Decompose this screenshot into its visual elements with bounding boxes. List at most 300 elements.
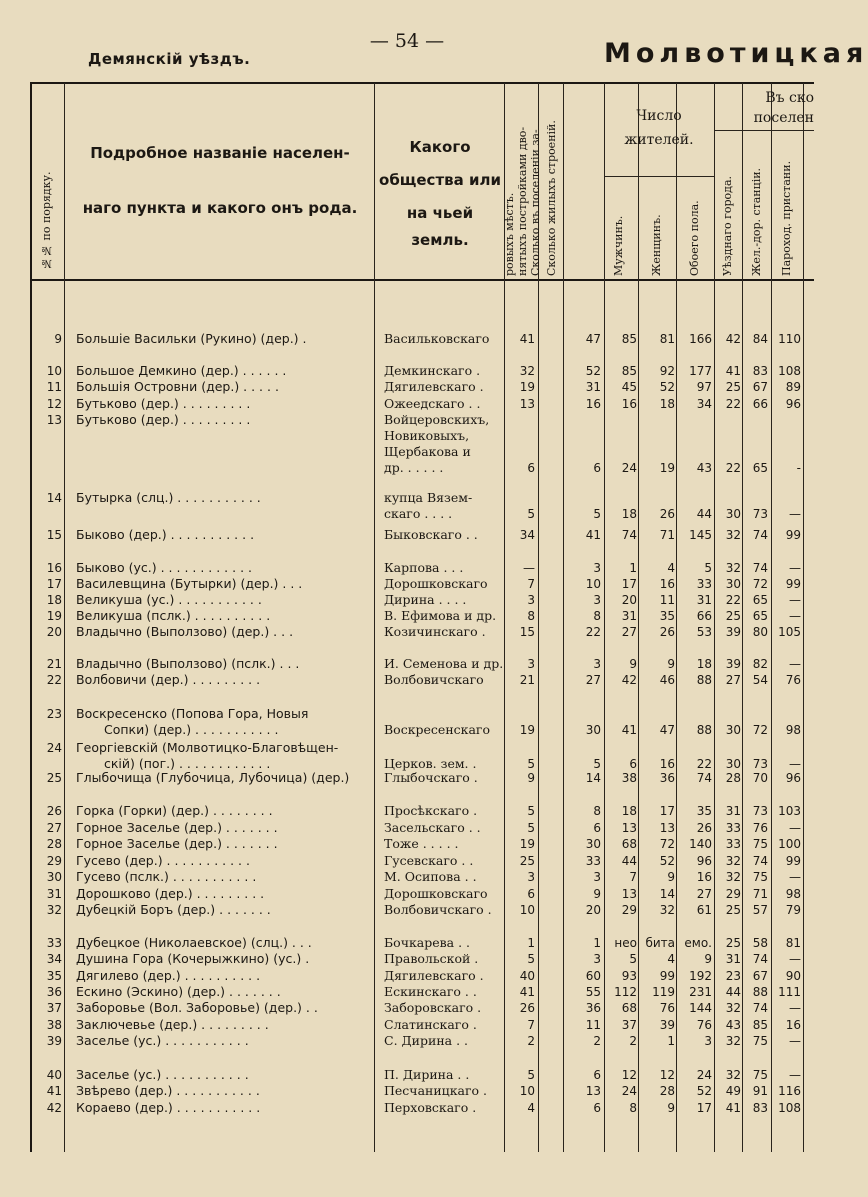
row-value: 41 xyxy=(519,332,535,346)
row-value: 45 xyxy=(621,380,637,394)
row-value: 2 xyxy=(593,1034,601,1048)
row-value: 3 xyxy=(527,657,535,671)
row-value: 25 xyxy=(725,380,741,394)
row-number: 19 xyxy=(46,609,62,623)
row-value: — xyxy=(789,1001,801,1015)
column-divider xyxy=(676,83,677,1152)
row-value: 99 xyxy=(785,528,801,542)
header-yards xyxy=(502,90,542,276)
row-value: 144 xyxy=(689,1001,712,1015)
row-value: 22 xyxy=(725,461,741,475)
society-name: скаго . . . . xyxy=(384,506,453,521)
row-value: 3 xyxy=(593,593,601,607)
row-value: 6 xyxy=(593,461,601,475)
row-value: 52 xyxy=(585,364,601,378)
row-value: 6 xyxy=(527,887,535,901)
row-value: 1 xyxy=(629,561,637,575)
header-rail: Жел.-дор. станціи. xyxy=(750,167,763,276)
row-number: 42 xyxy=(46,1101,62,1115)
society-name: Васильковскаго xyxy=(384,331,490,346)
row-value: 13 xyxy=(585,1084,601,1098)
row-value: 10 xyxy=(519,1084,535,1098)
header-yards-line: Сколько въ поселеніи за- xyxy=(528,129,542,276)
settlement-name: Владычно (Выползово) (дер.) . . . xyxy=(76,624,294,639)
row-value: 20 xyxy=(585,903,601,917)
header-town: Уѣзднаго города. xyxy=(721,175,734,276)
row-value: 30 xyxy=(585,723,601,737)
row-value: 41 xyxy=(725,364,741,378)
settlement-name: Бутьково (дер.) . . . . . . . . . xyxy=(76,396,251,411)
row-value: 33 xyxy=(585,854,601,868)
row-number: 29 xyxy=(46,854,62,868)
society-name: Тоже . . . . . xyxy=(384,836,459,851)
row-value: 79 xyxy=(785,903,801,917)
row-value: 12 xyxy=(621,1068,637,1082)
settlement-name: Глыбочища (Глубочица, Лубочица) (дер.) xyxy=(76,770,350,785)
row-number: 18 xyxy=(46,593,62,607)
row-number: 16 xyxy=(46,561,62,575)
row-value: 74 xyxy=(696,771,712,785)
settlement-name: Дорошково (дер.) . . . . . . . . . xyxy=(76,886,265,901)
row-value: 6 xyxy=(527,461,535,475)
row-value: 82 xyxy=(752,657,768,671)
row-number: 21 xyxy=(46,657,62,671)
header-inhabitants-line: Число xyxy=(636,108,682,124)
society-name: Глыбочскаго . xyxy=(384,770,478,785)
row-number: 13 xyxy=(46,413,62,427)
society-name: Дягилевскаго . xyxy=(384,968,484,983)
row-value: 116 xyxy=(778,1084,801,1098)
row-value: 17 xyxy=(659,804,675,818)
row-value: 25 xyxy=(725,936,741,950)
society-name: Быковскаго . . xyxy=(384,527,478,542)
society-name: Новиковыхъ, xyxy=(384,428,470,443)
row-value: 35 xyxy=(659,609,675,623)
row-value: 9 xyxy=(593,887,601,901)
row-value: 76 xyxy=(785,673,801,687)
society-name: Карпова . . . xyxy=(384,560,464,575)
row-value: — xyxy=(789,870,801,884)
row-value: 1 xyxy=(667,1034,675,1048)
row-value: 5 xyxy=(527,507,535,521)
row-number: 9 xyxy=(54,332,62,346)
settlement-name: Владычно (Выползово) (пслк.) . . . xyxy=(76,656,300,671)
row-value: 10 xyxy=(585,577,601,591)
row-value: 41 xyxy=(621,723,637,737)
row-value: 5 xyxy=(527,952,535,966)
row-value: 40 xyxy=(519,969,535,983)
row-value: 29 xyxy=(621,903,637,917)
row-value: 98 xyxy=(785,723,801,737)
row-number: 32 xyxy=(46,903,62,917)
row-value: 30 xyxy=(585,837,601,851)
settlement-name: Воскресенско (Попова Гора, Новыя xyxy=(76,706,309,721)
row-value: 27 xyxy=(725,673,741,687)
row-value: 103 xyxy=(778,804,801,818)
row-value: 38 xyxy=(621,771,637,785)
row-value: 68 xyxy=(621,1001,637,1015)
row-value: 19 xyxy=(519,380,535,394)
row-value: 6 xyxy=(629,757,637,771)
row-number: 26 xyxy=(46,804,62,818)
row-value: 73 xyxy=(752,507,768,521)
row-value: 24 xyxy=(621,461,637,475)
row-value: — xyxy=(523,561,535,575)
row-value: — xyxy=(789,757,801,771)
row-value: 43 xyxy=(696,461,712,475)
row-value: 8 xyxy=(527,609,535,623)
row-value: 36 xyxy=(585,1001,601,1015)
row-value: 177 xyxy=(689,364,712,378)
row-value: 75 xyxy=(752,1068,768,1082)
row-value: 19 xyxy=(519,723,535,737)
column-divider xyxy=(563,83,564,1152)
row-value: 13 xyxy=(659,821,675,835)
row-value: 5 xyxy=(629,952,637,966)
row-value: 36 xyxy=(659,771,675,785)
row-value: 88 xyxy=(696,723,712,737)
row-value: 66 xyxy=(696,609,712,623)
settlement-name: Великуша (ус.) . . . . . . . . . . . xyxy=(76,592,262,607)
row-value: 52 xyxy=(659,380,675,394)
row-value: 3 xyxy=(593,870,601,884)
row-number: 14 xyxy=(46,491,62,505)
row-value: 119 xyxy=(652,985,675,999)
row-number: 20 xyxy=(46,625,62,639)
row-number: 40 xyxy=(46,1068,62,1082)
row-value: 97 xyxy=(696,380,712,394)
row-value: 93 xyxy=(621,969,637,983)
row-value: 4 xyxy=(667,952,675,966)
volost-title: Молвотицкая xyxy=(604,38,868,69)
row-number: 41 xyxy=(46,1084,62,1098)
row-value: 5 xyxy=(593,757,601,771)
table-top-border xyxy=(30,82,814,84)
row-value: 7 xyxy=(629,870,637,884)
row-value: 92 xyxy=(659,364,675,378)
header-inhabitants-line: жителей. xyxy=(624,132,694,148)
row-value: 10 xyxy=(519,903,535,917)
header-name xyxy=(66,140,374,222)
row-value: 105 xyxy=(778,625,801,639)
row-value: 41 xyxy=(725,1101,741,1115)
row-value: 14 xyxy=(585,771,601,785)
society-name: Дирина . . . . xyxy=(384,592,467,607)
row-value: 55 xyxy=(585,985,601,999)
row-value: 16 xyxy=(585,397,601,411)
settlement-name: Душина Гора (Кочерыжкино) (ус.) . xyxy=(76,951,310,966)
row-number: 30 xyxy=(46,870,62,884)
society-name: Заборовскаго . xyxy=(384,1000,482,1015)
row-value: 85 xyxy=(621,332,637,346)
row-value: 1 xyxy=(593,936,601,950)
row-value: 18 xyxy=(696,657,712,671)
row-value: 99 xyxy=(659,969,675,983)
row-value: 32 xyxy=(725,1001,741,1015)
row-value: 3 xyxy=(704,1034,712,1048)
row-value: 72 xyxy=(659,837,675,851)
row-value: — xyxy=(789,593,801,607)
settlement-name: Горное Заселье (дер.) . . . . . . . xyxy=(76,836,278,851)
row-number: 34 xyxy=(46,952,62,966)
row-value: 108 xyxy=(778,364,801,378)
row-value: 74 xyxy=(752,561,768,575)
row-value: 22 xyxy=(696,757,712,771)
row-value: 3 xyxy=(527,870,535,884)
row-value: 65 xyxy=(752,461,768,475)
row-value: бита xyxy=(645,936,675,950)
row-value: 9 xyxy=(704,952,712,966)
society-name: Воскресенскаго xyxy=(384,722,490,737)
header-distance-line: Въ ско xyxy=(765,90,814,106)
row-value: 75 xyxy=(752,870,768,884)
row-value: 16 xyxy=(659,577,675,591)
society-name: Дягилевскаго . xyxy=(384,379,484,394)
row-value: 71 xyxy=(659,528,675,542)
row-value: 99 xyxy=(785,854,801,868)
row-value: 32 xyxy=(519,364,535,378)
row-value: 32 xyxy=(725,1034,741,1048)
row-value: 13 xyxy=(519,397,535,411)
row-value: 23 xyxy=(725,969,741,983)
row-value: 47 xyxy=(659,723,675,737)
row-number: 10 xyxy=(46,364,62,378)
uezd-title: Демянскій уѣздъ. xyxy=(88,50,251,68)
row-value: — xyxy=(789,507,801,521)
society-name: Перховскаго . xyxy=(384,1100,477,1115)
society-name: Ожеедскаго . . xyxy=(384,396,481,411)
header-society-line: на чьей земль. xyxy=(406,204,474,249)
row-value: 20 xyxy=(621,593,637,607)
settlement-name: Георгіевскій (Молвотицко-Благовѣщен- xyxy=(76,740,339,755)
row-value: 140 xyxy=(689,837,712,851)
settlement-name: Василевщина (Бутырки) (дер.) . . . xyxy=(76,576,303,591)
row-number: 39 xyxy=(46,1034,62,1048)
row-value: 17 xyxy=(696,1101,712,1115)
row-value: 83 xyxy=(752,1101,768,1115)
row-value: 25 xyxy=(725,903,741,917)
row-value: нео xyxy=(614,936,637,950)
row-value: 76 xyxy=(696,1018,712,1032)
row-value: — xyxy=(789,609,801,623)
row-value: 31 xyxy=(621,609,637,623)
row-value: 108 xyxy=(778,1101,801,1115)
row-value: 16 xyxy=(696,870,712,884)
society-name: Засельскаго . . xyxy=(384,820,481,835)
row-value: 24 xyxy=(621,1084,637,1098)
row-value: 30 xyxy=(725,757,741,771)
row-value: 61 xyxy=(696,903,712,917)
row-value: 6 xyxy=(593,821,601,835)
row-value: 26 xyxy=(659,625,675,639)
row-value: 43 xyxy=(725,1018,741,1032)
row-number: 27 xyxy=(46,821,62,835)
row-number: 17 xyxy=(46,577,62,591)
society-name: купца Вязем- xyxy=(384,490,473,505)
row-value: 76 xyxy=(752,821,768,835)
row-value: 74 xyxy=(752,528,768,542)
row-value: 5 xyxy=(527,757,535,771)
row-value: 39 xyxy=(725,625,741,639)
row-value: 31 xyxy=(585,380,601,394)
row-value: 39 xyxy=(659,1018,675,1032)
row-value: 15 xyxy=(519,625,535,639)
row-value: 96 xyxy=(785,771,801,785)
row-value: 231 xyxy=(689,985,712,999)
row-value: — xyxy=(789,1068,801,1082)
row-value: 91 xyxy=(752,1084,768,1098)
row-value: 19 xyxy=(519,837,535,851)
settlement-name: Заселье (ус.) . . . . . . . . . . . xyxy=(76,1067,249,1082)
row-number: 25 xyxy=(46,771,62,785)
row-value: — xyxy=(789,821,801,835)
row-value: 192 xyxy=(689,969,712,983)
row-number: 12 xyxy=(46,397,62,411)
row-value: 1 xyxy=(527,936,535,950)
settlement-name: Горное Заселье (дер.) . . . . . . . xyxy=(76,820,278,835)
row-value: 13 xyxy=(621,821,637,835)
row-value: 72 xyxy=(752,723,768,737)
settlement-name: Волбовичи (дер.) . . . . . . . . . xyxy=(76,672,261,687)
row-value: 3 xyxy=(593,952,601,966)
row-value: 111 xyxy=(778,985,801,999)
society-name: Песчаницкаго . xyxy=(384,1083,488,1098)
row-value: 166 xyxy=(689,332,712,346)
row-value: 27 xyxy=(585,673,601,687)
row-value: 49 xyxy=(725,1084,741,1098)
header-pier: Пароход. пристани. xyxy=(780,160,793,276)
row-value: 22 xyxy=(725,593,741,607)
row-value: 18 xyxy=(621,507,637,521)
row-value: 22 xyxy=(725,397,741,411)
row-value: 26 xyxy=(696,821,712,835)
row-value: 6 xyxy=(593,1068,601,1082)
settlement-name: Большія Островни (дер.) . . . . . xyxy=(76,379,279,394)
row-value: 27 xyxy=(696,887,712,901)
row-number: 35 xyxy=(46,969,62,983)
row-value: 34 xyxy=(519,528,535,542)
society-name: Просѣкскаго . xyxy=(384,803,478,818)
row-value: 88 xyxy=(696,673,712,687)
society-name: Волбовичскаго . xyxy=(384,902,492,917)
column-divider xyxy=(64,83,65,1152)
row-value: 34 xyxy=(696,397,712,411)
row-value: 8 xyxy=(593,609,601,623)
row-number: 28 xyxy=(46,837,62,851)
row-value: 71 xyxy=(752,887,768,901)
row-value: 5 xyxy=(704,561,712,575)
row-number: 33 xyxy=(46,936,62,950)
row-value: 3 xyxy=(593,657,601,671)
row-value: 5 xyxy=(527,821,535,835)
row-value: 66 xyxy=(752,397,768,411)
row-value: 67 xyxy=(752,969,768,983)
row-value: 44 xyxy=(621,854,637,868)
row-value: 99 xyxy=(785,577,801,591)
row-value: 67 xyxy=(752,380,768,394)
header-society xyxy=(376,134,504,254)
row-value: 32 xyxy=(725,854,741,868)
row-number: 11 xyxy=(46,380,62,394)
society-name: Волбовичскаго xyxy=(384,672,484,687)
row-value: 5 xyxy=(593,507,601,521)
row-value: 21 xyxy=(519,673,535,687)
row-value: 32 xyxy=(725,1068,741,1082)
row-value: 9 xyxy=(667,1101,675,1115)
settlement-name: Гусево (пслк.) . . . . . . . . . . . xyxy=(76,869,257,884)
row-value: 60 xyxy=(585,969,601,983)
row-number: 38 xyxy=(46,1018,62,1032)
settlement-name: Сопки) (дер.) . . . . . . . . . . . xyxy=(104,722,279,737)
header-name-line: наго пункта и какого онъ рода. xyxy=(82,199,358,217)
row-value: 9 xyxy=(629,657,637,671)
row-value: 89 xyxy=(785,380,801,394)
row-value: — xyxy=(789,952,801,966)
row-value: 6 xyxy=(593,1101,601,1115)
header-buildings: Сколько жилыхъ строеній. xyxy=(545,120,558,276)
society-name: М. Осипова . . xyxy=(384,869,477,884)
row-value: 96 xyxy=(696,854,712,868)
row-number: 24 xyxy=(46,741,62,755)
row-value: 31 xyxy=(696,593,712,607)
row-value: 25 xyxy=(725,609,741,623)
society-name: Щербакова и xyxy=(384,444,471,459)
settlement-name: скій) (пог.) . . . . . . . . . . . . xyxy=(104,756,271,771)
row-value: 90 xyxy=(785,969,801,983)
row-value: 72 xyxy=(752,577,768,591)
row-value: 57 xyxy=(752,903,768,917)
society-name: др. . . . . . xyxy=(384,460,444,475)
row-value: 110 xyxy=(778,332,801,346)
settlement-name: Гусево (дер.) . . . . . . . . . . . xyxy=(76,853,250,868)
header-both: Обоего пола. xyxy=(688,200,701,276)
row-value: 84 xyxy=(752,332,768,346)
row-value: 31 xyxy=(725,952,741,966)
header-women: Женщинъ. xyxy=(650,214,663,276)
header-distance-line: поселен xyxy=(753,110,814,126)
row-value: 39 xyxy=(725,657,741,671)
row-value: 28 xyxy=(725,771,741,785)
society-name: В. Ефимова и др. xyxy=(384,608,497,623)
row-value: 16 xyxy=(659,757,675,771)
row-value: 44 xyxy=(696,507,712,521)
row-value: 5 xyxy=(527,1068,535,1082)
row-value: 85 xyxy=(752,1018,768,1032)
row-value: 81 xyxy=(785,936,801,950)
society-name: П. Дирина . . xyxy=(384,1067,470,1082)
settlement-name: Дубецкій Боръ (дер.) . . . . . . . xyxy=(76,902,271,917)
row-value: 83 xyxy=(752,364,768,378)
society-name: Дорошковскаго xyxy=(384,576,488,591)
column-divider xyxy=(374,83,375,1152)
row-value: 33 xyxy=(725,837,741,851)
row-value: 2 xyxy=(629,1034,637,1048)
row-value: 68 xyxy=(621,837,637,851)
society-name: Козичинскаго . xyxy=(384,624,486,639)
row-value: 32 xyxy=(725,561,741,575)
row-value: 41 xyxy=(519,985,535,999)
society-name: С. Дирина . . xyxy=(384,1033,469,1048)
column-divider xyxy=(604,83,605,1152)
row-value: 12 xyxy=(659,1068,675,1082)
header-society-line: общества или xyxy=(379,171,501,189)
row-value: 4 xyxy=(667,561,675,575)
row-value: 4 xyxy=(527,1101,535,1115)
row-value: 11 xyxy=(585,1018,601,1032)
society-name: Слатинскаго . xyxy=(384,1017,477,1032)
row-number: 37 xyxy=(46,1001,62,1015)
row-value: — xyxy=(789,1034,801,1048)
